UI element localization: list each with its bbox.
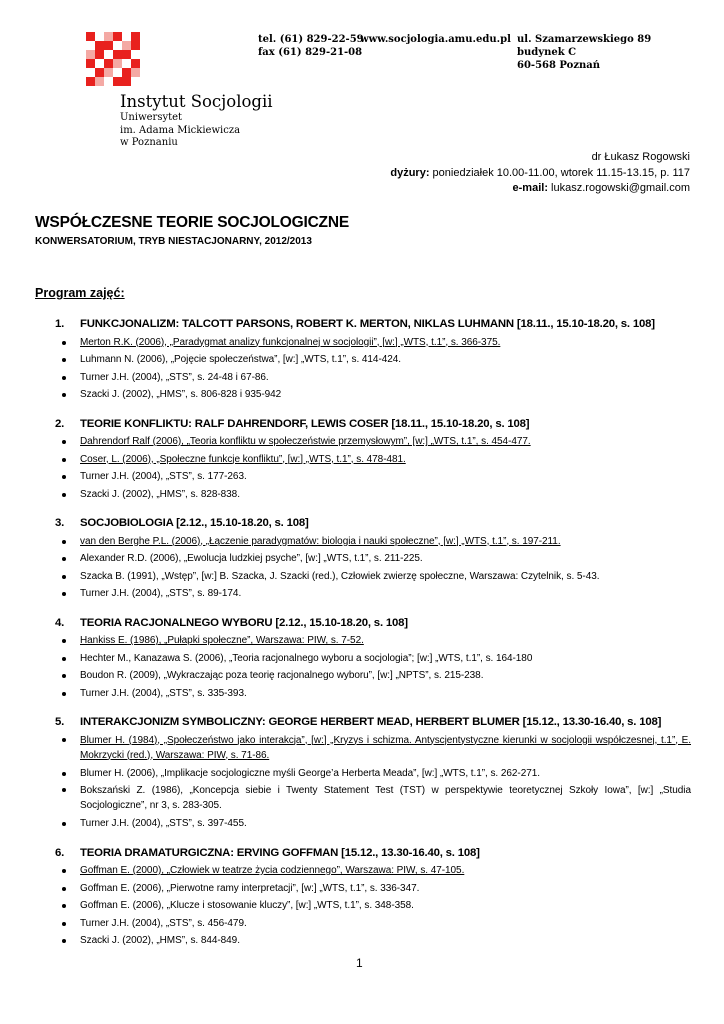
- section-title: [0, 714, 724, 732]
- logo-cell: [86, 50, 95, 59]
- section-title: [0, 416, 724, 434]
- reference-item: Merton R.K. (2006), „Paradygmat analizy funkcjonalnej w socjologii”, [w:] „WTS, t.1”, s. 366-375.: [0, 334, 724, 352]
- logo-cell: [104, 59, 113, 68]
- phone-number: tel. (61) 829-22-59: [258, 34, 364, 45]
- logo-cell: [131, 41, 140, 50]
- website-link[interactable]: www.socjologia.amu.edu.pl: [360, 34, 511, 45]
- office-hours: [390, 166, 690, 182]
- section-2: [0, 416, 724, 504]
- section-number: 1.: [55, 318, 65, 330]
- website-block: [360, 33, 511, 46]
- logo-cell: [131, 32, 140, 41]
- logo-cell: [122, 68, 131, 77]
- section-title-text: TEORIA DRAMATURGICZNA: ERVING GOFFMAN [15.12., 13.30-16.40, s. 108]: [80, 846, 480, 859]
- address-building: budynek C: [517, 47, 577, 58]
- reference-item: Blumer H. (1984), „Społeczeństwo jako interakcja”, [w:] „Kryzys i schizma. Antyscjentystyczne kierunki w socjologii współczesnej, t.1”, E. Mokrzycki (red.), Warszawa: PIW, s. 71-86.: [0, 732, 724, 765]
- logo-cell: [104, 41, 113, 50]
- reference-item: Goffman E. (2006), „Pierwotne ramy interpretacji”, [w:] „WTS, t.1”, s. 336-347.: [0, 880, 724, 898]
- reference-list: [0, 334, 724, 404]
- office-hours-value: poniedziałek 10.00-11.00, wtorek 11.15-13.15, p. 117: [429, 166, 690, 179]
- logo-cell: [122, 77, 131, 86]
- section-title: [0, 316, 724, 334]
- email-label: e-mail:: [512, 182, 548, 194]
- institute-sub-2: im. Adama Mickiewicza: [120, 124, 241, 136]
- logo-cell: [113, 50, 122, 59]
- institute-block: [120, 92, 273, 150]
- section-number: 6.: [55, 846, 65, 859]
- section-title: [0, 615, 724, 633]
- reference-item: Szacka B. (1991), „Wstęp”, [w:] B. Szacka, J. Szacki (red.), Człowiek zwierzę społeczne, Warszawa: Czytelnik, s. 5-43.: [0, 568, 724, 586]
- reference-item: Hankiss E. (1986), „Pułapki społeczne”, Warszawa: PIW, s. 7-52.: [0, 632, 724, 650]
- section-title-text: TEORIE KONFLIKTU: RALF DAHRENDORF, LEWIS COSER [18.11., 15.10-18.20, s. 108]: [80, 417, 530, 430]
- logo-cell: [95, 50, 104, 59]
- logo-cell: [104, 68, 113, 77]
- reference-item: Szacki J. (2002), „HMS”, s. 806-828 i 935-942: [0, 386, 724, 404]
- reference-item: Turner J.H. (2004), „STS”, s. 456-479.: [0, 915, 724, 933]
- phone-block: [258, 33, 364, 59]
- lecturer-name: dr Łukasz Rogowski: [591, 151, 690, 163]
- reference-item: Goffman E. (2000), „Człowiek w teatrze życia codziennego”, Warszawa: PIW, s. 47-105.: [0, 862, 724, 880]
- reference-item: Dahrendorf Ralf (2006), „Teoria konfliktu w społeczeństwie przemysłowym”, [w:] „WTS, t.1”, s. 454-477.: [0, 433, 724, 451]
- program-sections: [0, 316, 724, 962]
- reference-list: [0, 862, 724, 950]
- reference-item: Coser, L. (2006), „Społeczne funkcje konfliktu”, [w:] „WTS, t.1”, s. 478-481.: [0, 451, 724, 469]
- reference-list: [0, 732, 724, 833]
- section-6: [0, 845, 724, 950]
- reference-list: [0, 632, 724, 702]
- reference-item: Turner J.H. (2004), „STS”, s. 397-455.: [0, 815, 724, 833]
- logo-cell: [122, 41, 131, 50]
- reference-list: [0, 433, 724, 503]
- section-number: 5.: [55, 716, 65, 728]
- institute-sub-1: Uniwersytet: [120, 112, 183, 123]
- logo-cell: [113, 32, 122, 41]
- fax-number: fax (61) 829-21-08: [258, 47, 363, 58]
- office-hours-label: dyżury:: [390, 166, 430, 179]
- logo-cell: [131, 59, 140, 68]
- section-title: [0, 845, 724, 863]
- logo-cell: [95, 68, 104, 77]
- reference-list: [0, 533, 724, 603]
- address-city: 60-568 Poznań: [517, 60, 601, 71]
- section-title-text: INTERAKCJONIZM SYMBOLICZNY: GEORGE HERBERT MEAD, HERBERT BLUMER [15.12., 13.30-16.40, s. 108]: [80, 716, 662, 728]
- logo-cell: [95, 41, 104, 50]
- reference-item: Turner J.H. (2004), „STS”, s. 335-393.: [0, 685, 724, 703]
- lecturer-email: [390, 181, 690, 197]
- section-5: [0, 714, 724, 833]
- reference-item: Goffman E. (2006), „Klucze i stosowanie kluczy”, [w:] „WTS, t.1”, s. 348-358.: [0, 897, 724, 915]
- logo-cell: [122, 50, 131, 59]
- logo-cell: [86, 32, 95, 41]
- course-subtitle: KONWERSATORIUM, TRYB NIESTACJONARNY, 2012/2013: [35, 236, 312, 247]
- logo-cell: [86, 77, 95, 86]
- logo-cell: [95, 77, 104, 86]
- course-title: WSPÓŁCZESNE TEORIE SOCJOLOGICZNE: [35, 214, 349, 231]
- lecturer-info: [390, 150, 690, 197]
- section-title-text: TEORIA RACJONALNEGO WYBORU [2.12., 15.10-18.20, s. 108]: [80, 616, 408, 629]
- reference-item: Luhmann N. (2006), „Pojęcie społeczeństwa”, [w:] „WTS, t.1”, s. 414-424.: [0, 351, 724, 369]
- reference-item: Alexander R.D. (2006), „Ewolucja ludzkiej psyche”, [w:] „WTS, t.1”, s. 211-225.: [0, 550, 724, 568]
- logo-cell: [131, 68, 140, 77]
- logo-cell: [86, 59, 95, 68]
- address-street: ul. Szamarzewskiego 89: [517, 34, 652, 45]
- section-title-text: FUNKCJONALIZM: TALCOTT PARSONS, ROBERT K. MERTON, NIKLAS LUHMANN [18.11., 15.10-18.20, s. 108]: [80, 318, 655, 330]
- reference-item: van den Berghe P.L. (2006), „Łączenie paradygmatów: biologia i nauki społeczne”, [w:] „WTS, t.1”, s. 197-211.: [0, 533, 724, 551]
- logo-cell: [104, 32, 113, 41]
- section-number: 4.: [55, 616, 65, 629]
- reference-item: Blumer H. (2006), „Implikacje socjologiczne myśli George’a Herberta Meada”, [w:] „WTS, t.1”, s. 262-271.: [0, 765, 724, 783]
- reference-item: Szacki J. (2002), „HMS”, s. 828-838.: [0, 486, 724, 504]
- address-block: [517, 33, 651, 72]
- section-number: 2.: [55, 417, 65, 430]
- email-value[interactable]: lukasz.rogowski@gmail.com: [548, 182, 690, 194]
- section-1: [0, 316, 724, 404]
- section-number: 3.: [55, 517, 65, 529]
- logo-cell: [113, 77, 122, 86]
- reference-item: Hechter M., Kanazawa S. (2006), „Teoria racjonalnego wyboru a socjologia”; [w:] „WTS, t.1”, s. 164-180: [0, 650, 724, 668]
- section-title-text: SOCJOBIOLOGIA [2.12., 15.10-18.20, s. 108]: [80, 517, 309, 529]
- reference-item: Szacki J. (2002), „HMS”, s. 844-849.: [0, 932, 724, 950]
- logo-cell: [113, 59, 122, 68]
- page-number: 1: [356, 956, 363, 970]
- program-header: Program zajęć:: [35, 286, 125, 300]
- section-3: [0, 515, 724, 603]
- reference-item: Turner J.H. (2004), „STS”, s. 24-48 i 67-86.: [0, 369, 724, 387]
- institute-title: Instytut Socjologii: [120, 92, 273, 111]
- institute-sub-3: w Poznaniu: [120, 137, 178, 148]
- reference-item: Turner J.H. (2004), „STS”, s. 177-263.: [0, 468, 724, 486]
- section-title: [0, 515, 724, 533]
- reference-item: Boudon R. (2009), „Wykraczając poza teorię racjonalnego wyboru”, [w:] „NPTS”, s. 215-238.: [0, 667, 724, 685]
- institute-logo: [86, 32, 140, 86]
- section-4: [0, 615, 724, 703]
- reference-item: Turner J.H. (2004), „STS”, s. 89-174.: [0, 585, 724, 603]
- reference-item: Bokszański Z. (1986), „Koncepcja siebie i Twenty Statement Test (TST) w perspektywie teoretycznej Szkoły Iowa”, [w:] „Studia Socjologiczne”, nr 3, s. 283-305.: [0, 782, 724, 815]
